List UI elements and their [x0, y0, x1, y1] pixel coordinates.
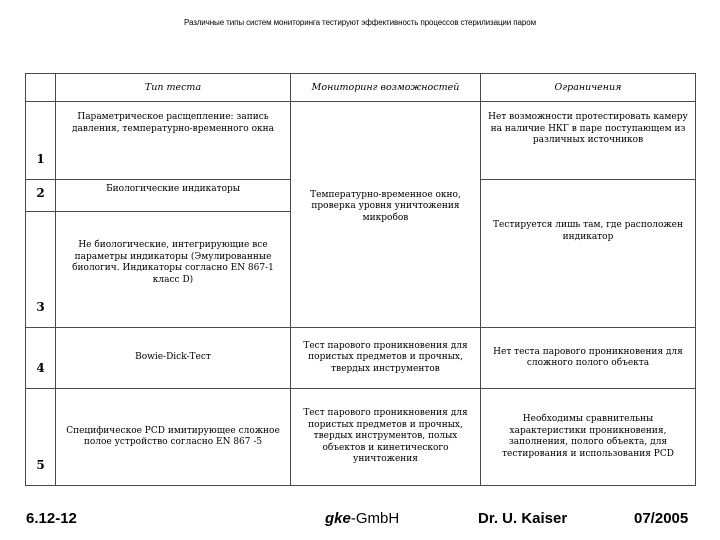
table-row: [26, 328, 696, 389]
header-monitoring: Мониторинг возможностей: [291, 74, 481, 102]
company-name: [325, 510, 399, 527]
company-brand: gke: [325, 510, 351, 527]
limitation-cell: Нет возможности протестировать камеру на наличие НКГ в паре поступающем из различных источников: [481, 102, 696, 180]
limitation-cell: Необходимы сравнительны характеристики проникновения, заполнения, полого объекта, для тестирования и использования PCD: [481, 389, 696, 486]
monitoring-cell: Тест парового проникновения для пористых предметов и прочных, твердых инструментов: [291, 328, 481, 389]
monitoring-cell-shared: Температурно-временное окно, проверка уровня уничтожения микробов: [291, 180, 481, 328]
table-header-row: [26, 74, 696, 102]
table-row: [26, 102, 696, 180]
test-type-cell: Bowie-Dick-Тест: [56, 328, 291, 389]
company-suffix: -GmbH: [350, 510, 400, 527]
row-number: 3: [26, 212, 56, 328]
header-test-type: Тип теста: [56, 74, 291, 102]
limitation-cell: Тестируется лишь там, где расположен индикатор: [481, 180, 696, 328]
test-type-cell: Не биологические, интегрирующие все параметры индикаторы (Эмулированные биологич. Индикаторы согласно EN 867-1 класс D): [56, 212, 291, 328]
row-number: 2: [26, 180, 56, 212]
row-number: 4: [26, 328, 56, 389]
date: 07/2005: [634, 510, 689, 527]
test-type-cell: Специфическое PCD имитирующее сложное полое устройство согласно EN 867 -5: [56, 389, 291, 486]
monitoring-table: [25, 73, 696, 486]
author: Dr. U. Kaiser: [478, 510, 568, 527]
limitation-cell: Нет теста парового проникновения для сложного полого объекта: [481, 328, 696, 389]
row-number: 5: [26, 389, 56, 486]
slide-title: Различные типы систем мониторинга тестируют эффективность процессов стерилизации паром: [184, 18, 536, 27]
header-limitations: Ограничения: [481, 74, 696, 102]
header-num: [26, 74, 56, 102]
row-number: 1: [26, 102, 56, 180]
table-row: [26, 180, 696, 212]
test-type-cell: Параметрическое расщепление: запись давления, температурно-временного окна: [56, 102, 291, 180]
monitoring-cell: [291, 102, 481, 180]
table-row: [26, 389, 696, 486]
monitoring-cell: Тест парового проникновения для пористых предметов и прочных, твердых инструментов, полых объектов и кинетического уничтожения: [291, 389, 481, 486]
slide-number: 6.12-12: [26, 510, 77, 527]
test-type-cell: Биологические индикаторы: [56, 180, 291, 212]
